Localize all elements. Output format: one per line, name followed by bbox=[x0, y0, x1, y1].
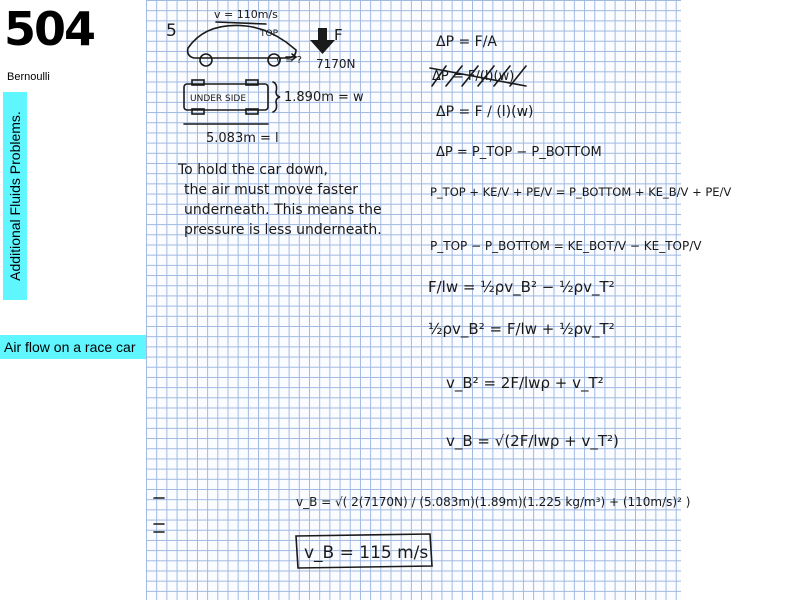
car-width: 1.890m = w bbox=[284, 90, 364, 105]
crossed-out-equation bbox=[430, 66, 526, 86]
answer-box bbox=[296, 534, 432, 568]
caption: Air flow on a race car bbox=[0, 335, 163, 359]
force-label: F bbox=[334, 26, 343, 44]
explanation-line: To hold the car down, bbox=[178, 162, 328, 178]
section-label-text: Additional Fluids Problems. bbox=[7, 111, 23, 281]
answer: v_B = 115 m/s bbox=[304, 543, 429, 563]
top-label: TOP bbox=[260, 29, 279, 39]
explanation bbox=[177, 162, 382, 238]
eq-numeric: v_B = √( 2(7170N) / (5.083m)(1.89m)(1.225 kg/m³) + (110m/s)² ) bbox=[296, 495, 691, 509]
eq-pressure-definition: ΔP = F/A bbox=[436, 34, 497, 50]
explanation-line: pressure is less underneath. bbox=[184, 222, 382, 238]
topic-label: Bernoulli bbox=[7, 71, 50, 83]
eq-solve-step-2: v_B² = 2F/lwρ + v_T² bbox=[446, 374, 604, 392]
explanation-line: underneath. This means the bbox=[184, 202, 382, 218]
eq-substituted: F/lw = ½ρv_B² − ½ρv_T² bbox=[428, 278, 615, 296]
handwritten-notes bbox=[146, 0, 732, 600]
eq-bernoulli: P_TOP + KE/V + PE/V = P_BOTTOM + KE_B/V + PE/V bbox=[430, 185, 732, 199]
eq-rearranged: P_TOP − P_BOTTOM = KE_BOT/V − KE_TOP/V bbox=[430, 239, 702, 253]
underside-label: UNDER SIDE bbox=[190, 94, 247, 104]
explanation-line: the air must move faster bbox=[184, 182, 359, 198]
top-velocity: v = 110m/s bbox=[214, 8, 278, 21]
bottom-velocity: v = ? bbox=[276, 55, 302, 66]
eq-pressure-difference: ΔP = P_TOP − P_BOTTOM bbox=[436, 145, 602, 160]
slide-number: 504 bbox=[4, 2, 95, 56]
downforce-arrow bbox=[310, 28, 335, 54]
car-length: 5.083m = l bbox=[206, 131, 279, 146]
svg-text:ΔP = F/(l)(w): ΔP = F/(l)(w) bbox=[432, 69, 515, 84]
section-label bbox=[3, 92, 27, 300]
eq-pressure-area: ΔP = F / (l)(w) bbox=[436, 104, 534, 120]
problem-number: 5 bbox=[166, 21, 177, 41]
graph-paper-notes bbox=[146, 0, 732, 600]
eq-solve-step-3: v_B = √(2F/lwρ + v_T²) bbox=[446, 432, 619, 450]
force-value: 7170N bbox=[316, 57, 356, 71]
eq-solve-step-1: ½ρv_B² = F/lw + ½ρv_T² bbox=[428, 320, 615, 338]
